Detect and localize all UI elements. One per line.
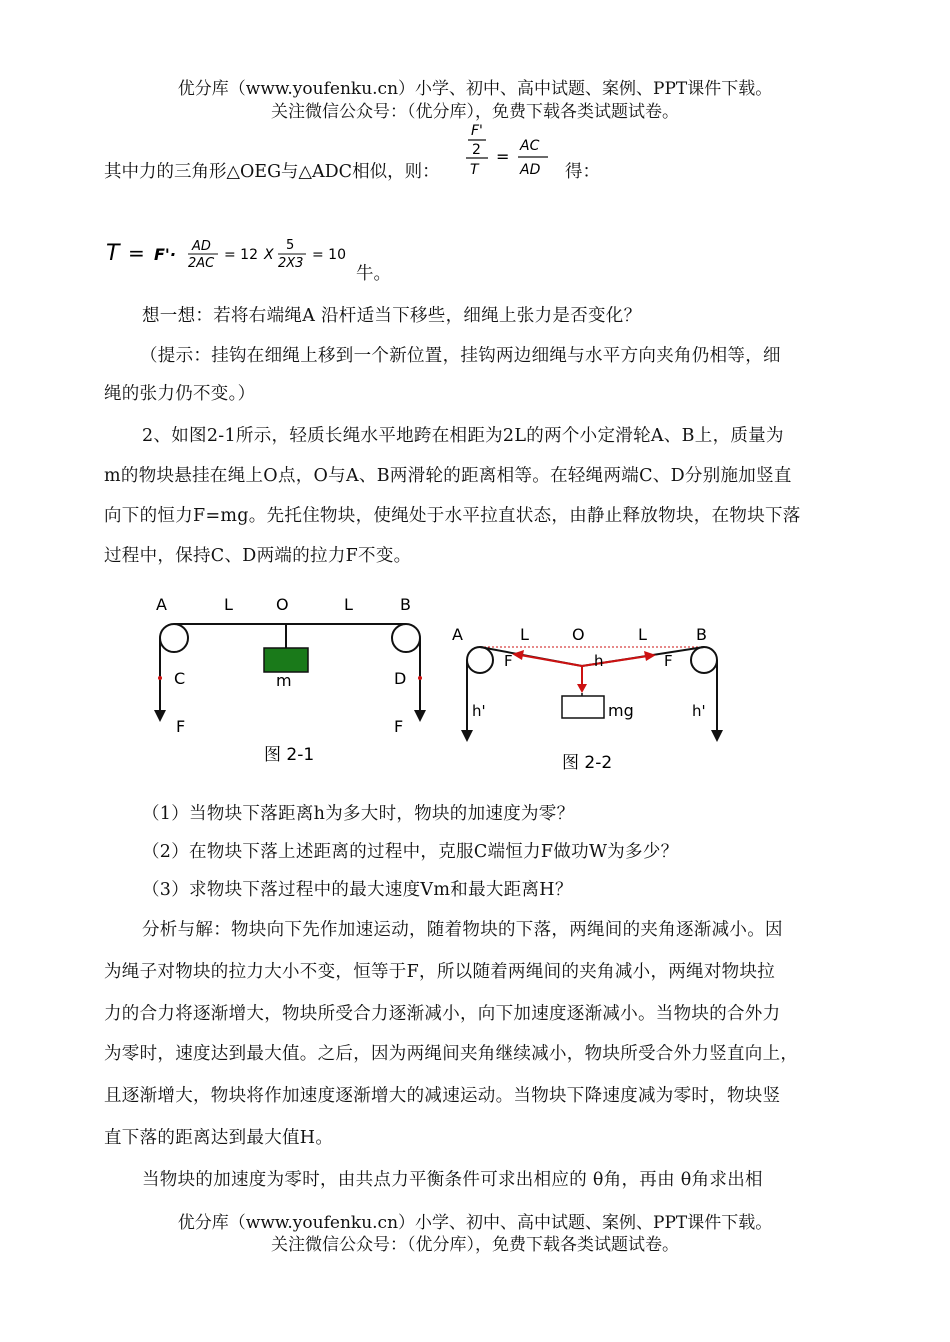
- header-line-2: 关注微信公众号：（优分库），免费下载各类试题试卷。: [271, 102, 679, 122]
- analysis-line-2: 为绳子对物块的拉力大小不变，恒等于F，所以随着两绳间的夹角减小，两绳对物块拉: [104, 962, 776, 982]
- eq1-rhs-num: AC: [520, 138, 540, 154]
- figure-2-2-svg: [448, 620, 738, 780]
- fig1-label-F1: F: [176, 717, 186, 736]
- eq2-result: = 10: [312, 247, 346, 263]
- eq1-rhs-den: AD: [520, 162, 541, 178]
- similar-triangles-text: 其中力的三角形△OEG与△ADC相似，则：: [104, 162, 440, 182]
- fig2-force-right-arrowhead: [644, 651, 656, 661]
- fig1-label-C: C: [174, 669, 186, 688]
- fig2-label-mg: mg: [608, 701, 634, 720]
- eq2-lhs: T: [106, 241, 120, 266]
- fig2-pulley-left: [467, 647, 493, 673]
- problem-2-line-2: m的物块悬挂在绳上O点，O与A、B两滑轮的距离相等。在轻绳两端C、D分别施加竖直: [104, 466, 792, 486]
- fig2-force-left-arrow-shaft: [520, 655, 582, 666]
- eq2-unit: 牛。: [356, 264, 391, 284]
- eq1-num-top: F': [471, 123, 483, 139]
- eq2-f2-den: 2X3: [278, 256, 304, 271]
- equation-1-svg: [462, 120, 562, 184]
- figure-2-1-svg: [140, 588, 440, 778]
- analysis-line-6: 直下落的距离达到最大值H。: [104, 1128, 334, 1148]
- last-line: 当物块的加速度为零时，由共点力平衡条件可求出相应的 θ角，再由 θ角求出相: [142, 1170, 763, 1190]
- figure-2-1: [140, 588, 440, 778]
- fig1-label-L2: L: [344, 595, 353, 614]
- fig2-label-F-left: F: [504, 652, 513, 670]
- fig2-label-L1: L: [520, 625, 529, 644]
- eq2-f1-num: AD: [192, 239, 211, 254]
- fig2-label-h: h: [594, 652, 604, 670]
- fig2-arrow-right: [711, 730, 723, 742]
- fig2-label-B: B: [696, 625, 707, 644]
- footer-line-1: 优分库（www.youfenku.cn）小学、初中、高中试题、案例、PPT课件下载。: [177, 1213, 773, 1233]
- fig2-caption: 图 2-2: [562, 753, 613, 773]
- fig2-label-h-left: h': [472, 702, 486, 720]
- equation-2: [104, 228, 364, 276]
- fig2-force-left-arrowhead: [512, 650, 524, 660]
- eq2-f1-den: 2AC: [188, 256, 215, 271]
- fig1-caption: 图 2-1: [264, 745, 315, 765]
- fig2-label-L2: L: [638, 625, 647, 644]
- problem-2-line-1: 2、如图2-1所示，轻质长绳水平地跨在相距为2L的两个小定滑轮A、B上，质量为: [142, 426, 784, 446]
- fig2-label-A: A: [452, 625, 463, 644]
- eq2-factor: F'·: [154, 245, 176, 264]
- fig1-pulley-right: [392, 624, 420, 652]
- fig1-point-C: [158, 676, 162, 680]
- fig1-pulley-left: [160, 624, 188, 652]
- eq1-num-bottom: 2: [472, 142, 481, 158]
- fig1-label-O: O: [276, 595, 289, 614]
- analysis-line-5: 且逐渐增大，物块将作加速度逐渐增大的减速运动。当物块下降速度减为零时，物块竖: [104, 1086, 781, 1106]
- analysis-line-3: 力的合力将逐渐增大，物块所受合力逐渐减小，向下加速度逐渐减小。当物块的合外力: [104, 1004, 781, 1024]
- fig2-arrow-left: [461, 730, 473, 742]
- equation-2-svg: [104, 228, 364, 276]
- question-1: （1）当物块下落距离h为多大时，物块的加速度为零？: [142, 804, 575, 824]
- fig1-arrow-right: [414, 710, 426, 722]
- fig1-mass-block: [264, 648, 308, 672]
- fig1-label-A: A: [156, 595, 167, 614]
- footer-line-2: 关注微信公众号：（优分库），免费下载各类试题试卷。: [271, 1235, 679, 1255]
- equation-1: [462, 120, 562, 184]
- header-line-1: 优分库（www.youfenku.cn）小学、初中、高中试题、案例、PPT课件下载。: [177, 79, 773, 99]
- fig2-pulley-right: [691, 647, 717, 673]
- fig2-label-F-right: F: [664, 652, 673, 670]
- eq2-mid: = 12: [224, 247, 258, 263]
- fig2-label-O: O: [572, 625, 585, 644]
- fig2-force-right-arrow-shaft: [582, 656, 648, 666]
- fig1-arrow-left: [154, 710, 166, 722]
- hint-line-2: 绳的张力仍不变。）: [104, 384, 256, 404]
- similar-suffix: 得：: [565, 162, 600, 182]
- analysis-line-1: 分析与解：物块向下先作加速运动，随着物块的下落，两绳间的夹角逐渐减小。因: [142, 920, 783, 940]
- question-2: （2）在物块下落上述距离的过程中，克服C端恒力F做功W为多少？: [142, 842, 679, 862]
- eq2-eq: =: [128, 241, 145, 265]
- eq2-f2-num: 5: [286, 238, 295, 253]
- fig2-mass-block: [562, 696, 604, 718]
- think-paragraph: 想一想：若将右端绳A 沿杆适当下移些，细绳上张力是否变化？: [142, 306, 642, 326]
- fig1-point-D: [418, 676, 422, 680]
- fig1-label-B: B: [400, 595, 411, 614]
- problem-2-line-4: 过程中，保持C、D两端的拉力F不变。: [104, 546, 412, 566]
- analysis-line-4: 为零时，速度达到最大值。之后，因为两绳间夹角继续减小，物块所受合外力竖直向上，: [104, 1044, 799, 1064]
- problem-2-line-3: 向下的恒力F=mg。先托住物块，使绳处于水平拉直状态，由静止释放物块，在物块下落: [104, 506, 801, 526]
- question-3: （3）求物块下落过程中的最大速度Vm和最大距离H？: [142, 880, 573, 900]
- fig2-weight-arrowhead: [577, 684, 587, 693]
- eq1-equals: =: [496, 147, 510, 166]
- eq1-den: T: [470, 162, 479, 178]
- fig1-label-F2: F: [394, 717, 404, 736]
- fig1-label-L1: L: [224, 595, 233, 614]
- fig1-label-D: D: [394, 669, 407, 688]
- fig2-label-h-right: h': [692, 702, 706, 720]
- hint-line-1: （提示：挂钩在细绳上移到一个新位置，挂钩两边细绳与水平方向夹角仍相等，细: [140, 346, 781, 366]
- figure-2-2: [448, 620, 738, 780]
- fig1-label-m: m: [276, 671, 292, 690]
- eq2-times: X: [264, 247, 274, 263]
